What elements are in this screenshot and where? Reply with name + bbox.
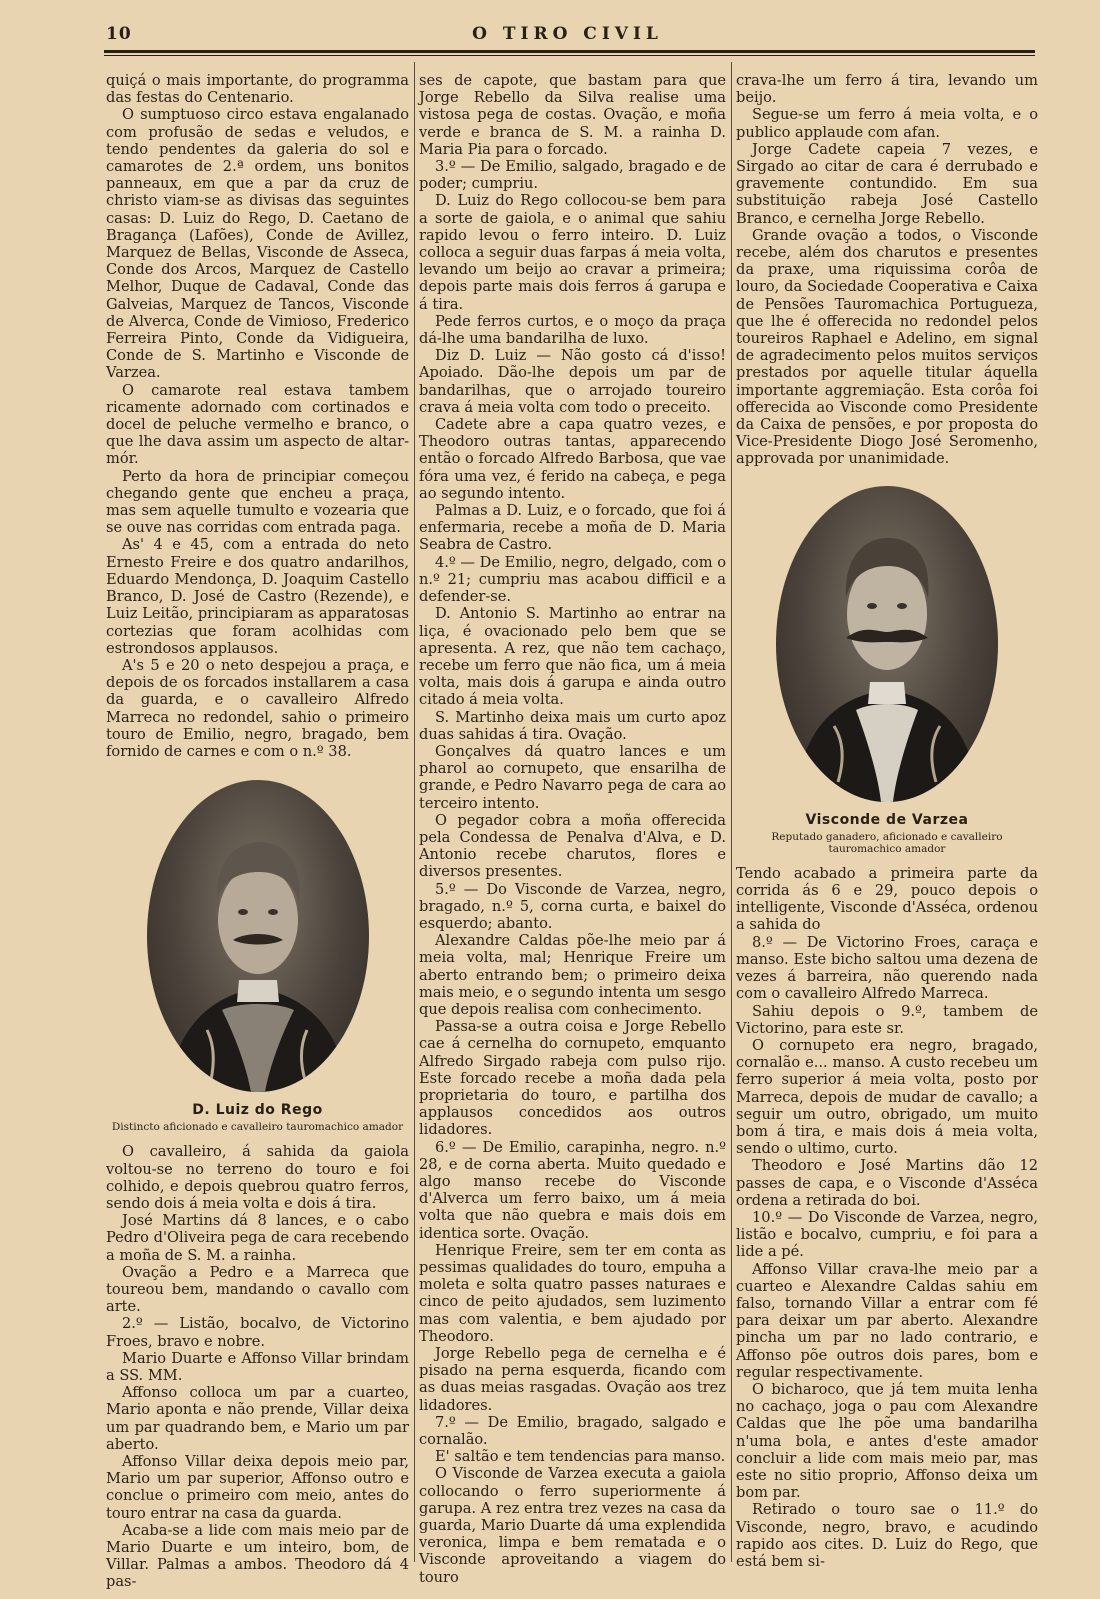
paragraph: Theodoro e José Martins dão 12 passes de capa, e o Visconde d'Asséca ordena a retirada do boi. (736, 1157, 1038, 1209)
portrait-visconde-de-varzea (776, 486, 998, 802)
paragraph: 2.º — Listão, bocalvo, de Victorino Froes, bravo e nobre. (106, 1315, 409, 1350)
portrait-d-luiz-do-rego (147, 780, 369, 1092)
paragraph: Henrique Freire, sem ter em conta as pessimas qualidades do touro, empuha a moleta e solta quatro passes naturaes e cinco de peito ajudados, sem luzimento mas com valentia, e bem ajudado por Theodoro. (419, 1241, 726, 1345)
paragraph: Pede ferros curtos, e o moço da praça dá-lhe uma bandarilha de luxo. (419, 312, 726, 348)
paragraph: Grande ovação a todos, o Visconde recebe, além dos charutos e presentes da praxe, uma riquissima corôa de louro, da Sociedade Cooperativa e Caixa de Pensões Tauromachica Portugueza, que lhe é offerecida no redondel pelos toureiros Raphael e Adelino, em signal de agradecimento pelos muitos serviços prestados por aquelle titular áquella importante aggremiação. Esta corôa foi offerecida ao Visconde como Presidente da Caixa de pensões, e por proposta do Vice-Presidente Diogo José Seromenho, approvada por unanimidade. (736, 226, 1038, 468)
column-3 (736, 72, 1038, 1570)
paragraph: quiçá o mais importante, do programma das festas do Centenario. (106, 72, 409, 107)
column-2 (419, 72, 726, 1586)
paragraph: 10.º — Do Visconde de Varzea, negro, listão e bocalvo, cumpriu, e foi para a lide a pé. (736, 1208, 1038, 1261)
paragraph: Acaba-se a lide com mais meio par de Mario Duarte e um inteiro, bom, de Villar. Palmas a ambos. Theodoro dá 4 pas- (106, 1521, 409, 1591)
paragraph: As' 4 e 45, com a entrada do neto Ernesto Freire e dos quatro andarilhos, Eduardo Mendonça, D. Joaquim Castello Branco, D. José de Castro (Rezende), e Luiz Leitão, principiaram as apparatosas cortezias que foram acolhidas com estrondosos applausos. (106, 536, 409, 657)
column-divider (731, 62, 732, 1562)
paragraph: 3.º — De Emilio, salgado, bragado e de poder; cumpriu. (419, 158, 726, 193)
paragraph: O bicharoco, que já tem muita lenha no cachaço, joga o pau com Alexandre Caldas que lhe põe uma bandarilha n'uma bola, e antes d'este amador concluir a lide com mais meio par, mas este no sitio proprio, Affonso deixa um bom par. (736, 1380, 1038, 1502)
paragraph: Affonso colloca um par a cuarteo, Mario aponta e não prende, Villar deixa um par quadrando bem, e Mario um par aberto. (106, 1384, 409, 1453)
paragraph: Cadete abre a capa quatro vezes, e Theodoro outras tantas, apparecendo então o forcado Alfredo Barbosa, que vae fóra uma vez, é ferido na cabeça, e pega ao segundo intento. (419, 416, 726, 502)
paragraph: 8.º — De Victorino Froes, caraça e manso. Este bicho saltou uma dezena de vezes á barreira, não querendo nada com o cavalleiro Alfredo Marreca. (736, 933, 1038, 1003)
portrait-caption-subtitle: Distincto aficionado e cavalleiro tauromachico amador (111, 1121, 404, 1134)
paragraph: D. Antonio S. Martinho ao entrar na liça, é ovacionado pelo bem que se apresenta. A rez, que não tem cachaço, recebe um ferro que não fica, um á meia volta, mais dois á garupa e ainda outro citado á meia volta. (419, 605, 726, 709)
page-number: 10 (106, 24, 132, 44)
paragraph: 6.º — De Emilio, carapinha, negro. n.º 28, e de corna aberta. Muito quedado e algo manso recebe do Visconde d'Alverca um ferro baixo, um á meia volta que não quebra e mais dois em identica sorte. Ovação. (419, 1138, 726, 1242)
portrait-caption-subtitle (736, 831, 1038, 855)
paragraph: O sumptuoso circo estava engalanado com profusão de sedas e veludos, e tendo pendentes da galeria do sol e camarotes de 2.ª ordem, uns bonitos panneaux, em que a par da cruz de christo viam-se as divisas das seguintes casas: D. Luiz do Rego, D. Caetano de Bragança (Lafões), Conde de Avillez, Marquez de Bellas, Visconde de Asseca, Conde dos Arcos, Marquez de Castello Melhor, Duque de Cadaval, Conde das Galveias, Marquez de Tancos, Visconde de Alverca, Conde de Vimioso, Frederico Ferreira Pinto, Conde da Vidigueira, Conde de S. Martinho e Visconde de Varzea. (106, 106, 409, 382)
paragraph: Affonso Villar deixa depois meio par, Mario um par superior, Affonso outro e conclue o primeiro com meio, antes do touro entrar na casa da guarda. (106, 1452, 409, 1522)
portrait-illustration (776, 486, 998, 802)
paragraph: Segue-se um ferro á meia volta, e o publico applaude com afan. (736, 106, 1038, 141)
paragraph: Retirado o touro sae o 11.º do Visconde, negro, bravo, e acudindo rapido aos cites. D. Luiz do Rego, que está bem si- (736, 1501, 1038, 1570)
paragraph: E' saltão e tem tendencias para manso. (435, 1448, 726, 1466)
paragraph: D. Luiz do Rego collocou-se bem para a sorte de gaiola, e o animal que sahiu rapido levou o ferro inteiro. D. Luiz colloca a seguir duas farpas á meia volta, levando um beijo ao cravar a primeira; depois parte mais dois ferros á garupa e á tira. (419, 192, 726, 313)
paragraph: Affonso Villar crava-lhe meio par a cuarteo e Alexandre Caldas sahiu em falso, tornando Villar a entrar com fé para deixar um par aberto. Alexandre pincha um par no lado contrario, e Affonso põe outros dois pares, bom e regular respectivamente. (736, 1260, 1038, 1381)
paragraph: Passa-se a outra coisa e Jorge Rebello cae á cernelha do cornupeto, emquanto Alfredo Sirgado rabeja com pulso rijo. Este forcado recebe a moña dada pela proprietaria do touro, e partilha dos applausos concedidos aos outros lidadores. (419, 1018, 726, 1139)
paragraph: Tendo acabado a primeira parte da corrida ás 6 e 29, pouco depois o intelligente, Visconde d'Asséca, ordenou a sahida do (736, 864, 1038, 934)
paragraph: A's 5 e 20 o neto despejou a praça, e depois de os forcados installarem a casa da guarda, e o cavalleiro Alfredo Marreca no redondel, sahio o primeiro touro de Emilio, negro, bragado, bem fornido de carnes e com o n.º 38. (106, 656, 409, 760)
portrait-caption-name: D. Luiz do Rego (192, 1102, 323, 1119)
paragraph: O pegador cobra a moña offerecida pela Condessa de Penalva d'Alva, e D. Antonio recebe charutos, flores e diversos presentes. (419, 811, 726, 881)
paragraph: José Martins dá 8 lances, e o cabo Pedro d'Oliveira pega de cara recebendo a moña de S. M. a rainha. (106, 1212, 409, 1264)
paragraph: Perto da hora de principiar começou chegando gente que encheu a praça, mas sem aquelle tumulto e vozearia que se ouve nas corridas com entrada paga. (106, 467, 409, 537)
caption-subtitle-line: Reputado ganadero, aficionado e cavalleiro (771, 830, 1003, 843)
paragraph: Sahiu depois o 9.º, tambem de Victorino, para este sr. (736, 1002, 1038, 1037)
paragraph: S. Martinho deixa mais um curto apoz duas sahidas á tira. Ovação. (419, 708, 726, 743)
paragraph: 4.º — De Emilio, negro, delgado, com o n.º 21; cumpriu mas acabou difficil e a defender-se. (419, 553, 726, 606)
paragraph: 5.º — Do Visconde de Varzea, negro, bragado, n.º 5, corna curta, e baixel do esquerdo; abanto. (419, 880, 726, 932)
column-1 (106, 72, 409, 1591)
paragraph: O cornupeto era negro, bragado, cornalão e... manso. A custo recebeu um ferro superior á meia volta, posto por Marreca, depois de mudar de cavallo; a seguir um outro, obrigado, um muito bom á tira, e mais dois á meia volta, sendo o ultimo, curto. (736, 1036, 1038, 1158)
column-divider (414, 62, 415, 1562)
journal-title: O TIRO CIVIL (472, 24, 663, 44)
caption-subtitle-line: tauromachico amador (828, 842, 946, 855)
paragraph: Mario Duarte e Affonso Villar brindam a SS. MM. (106, 1349, 409, 1384)
paragraph: O camarote real estava tambem ricamente adornado com cortinados e docel de peluche vermelho e branco, o que lhe dava assim um aspecto de altar-mór. (106, 381, 409, 468)
paragraph: crava-lhe um ferro á tira, levando um beijo. (736, 72, 1038, 107)
paragraph: Jorge Rebello pega de cernelha e é pisado na perna esquerda, ficando com as duas meias rasgadas. Ovação aos trez lidadores. (419, 1345, 726, 1414)
portrait-illustration (147, 780, 369, 1092)
paragraph: Ovação a Pedro e a Marreca que toureou bem, mandando o cavallo com arte. (106, 1263, 409, 1316)
header-rule (104, 50, 1035, 53)
header-rule-thin (104, 55, 1035, 56)
paragraph: Alexandre Caldas põe-lhe meio par á meia volta, mal; Henrique Freire um aberto entrando bem; o primeiro deixa mais meio, e o segundo intenta um sesgo que depois realisa com conhecimento. (419, 932, 726, 1018)
paragraph: O cavalleiro, á sahida da gaiola voltou-se no terreno do touro e foi colhido, e depois quebrou quatro ferros, sendo dois á meia volta e dois á tira. (106, 1143, 409, 1212)
paragraph: Gonçalves dá quatro lances e um pharol ao cornupeto, que ensarilha de grande, e Pedro Navarro pega de cara ao terceiro intento. (419, 742, 726, 812)
paragraph: Palmas a D. Luiz, e o forcado, que foi á enfermaria, recebe a moña de D. Maria Seabra de Castro. (419, 502, 726, 554)
page-header (100, 16, 1035, 56)
paragraph: Jorge Cadete capeia 7 vezes, e Sirgado ao citar de cara é derrubado e gravemente contundido. Em sua substituição rabeja José Castello Branco, e cernelha Jorge Rebello. (736, 140, 1038, 227)
paragraph: 7.º — De Emilio, bragado, salgado e cornalão. (419, 1413, 726, 1449)
portrait-caption-name: Visconde de Varzea (805, 811, 969, 828)
paragraph: ses de capote, que bastam para que Jorge Rebello da Silva realise uma vistosa pega de costas. Ovação, e moña verde e branca de S. M. a rainha D. Maria Pia para o forcado. (419, 72, 726, 158)
paragraph: O Visconde de Varzea executa a gaiola collocando o ferro superiormente á garupa. A rez entra trez vezes na casa da guarda, Mario Duarte dá uma explendida veronica, limpa e bem rematada e o Visconde aproveitando a viagem do touro (419, 1465, 726, 1586)
paragraph: Diz D. Luiz — Não gosto cá d'isso! Apoiado. Dão-lhe depois um par de bandarilhas, que o arrojado toureiro crava á meia volta com todo o preceito. (419, 347, 726, 416)
